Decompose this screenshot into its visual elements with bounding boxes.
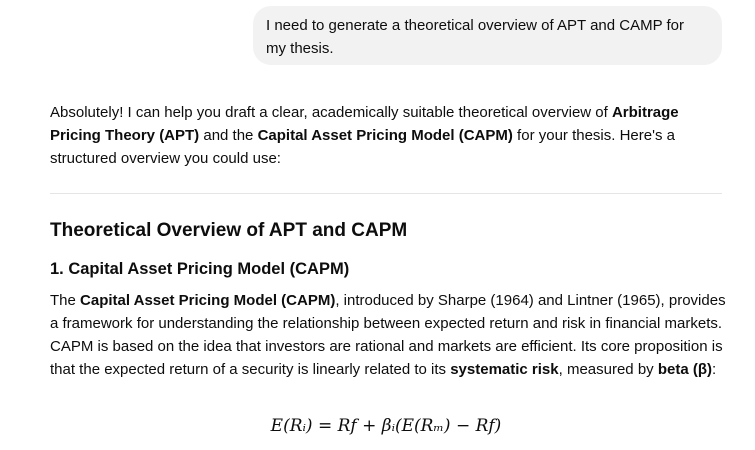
intro-bold-apt: Arbitrage Pricing Theory (APT) <box>50 104 679 144</box>
capm-text-2: , introduced by Sharpe (1964) and Lintner (1965), provides a framework for understanding the relationship between expected return and risk in financial markets. CAPM is based on the idea that investors are rational and markets are efficient. Its core proposition is that the expected return of a security is linearly related to its <box>50 292 726 378</box>
main-heading: Theoretical Overview of APT and CAPM <box>50 220 408 241</box>
intro-text-2: and the <box>199 127 258 144</box>
section-1-heading: 1. Capital Asset Pricing Model (CAPM) <box>50 260 350 278</box>
intro-text-1: Absolutely! I can help you draft a clear, academically suitable theoretical overview of <box>50 104 612 121</box>
capm-formula: E(Rᵢ) = R𝑓 + βᵢ(E(Rₘ) − R𝑓) <box>270 416 502 436</box>
capm-text-3: , measured by <box>558 361 658 378</box>
capm-paragraph <box>50 289 726 381</box>
capm-bold-beta: beta (β) <box>657 361 712 378</box>
intro-paragraph <box>50 101 700 170</box>
section-divider <box>50 193 722 194</box>
capm-text-1: The <box>50 292 81 309</box>
capm-bold-systematic-risk: systematic risk <box>450 361 559 378</box>
user-message-bubble <box>253 6 722 65</box>
user-message-text: I need to generate a theoretical overview of APT and CAMP for my thesis. <box>266 17 685 57</box>
intro-bold-capm: Capital Asset Pricing Model (CAPM) <box>257 127 513 144</box>
capm-text-4: : <box>711 361 717 378</box>
capm-bold-name: Capital Asset Pricing Model (CAPM) <box>80 292 336 309</box>
intro-text-3: for your thesis. Here's a structured overview you could use: <box>50 127 675 167</box>
